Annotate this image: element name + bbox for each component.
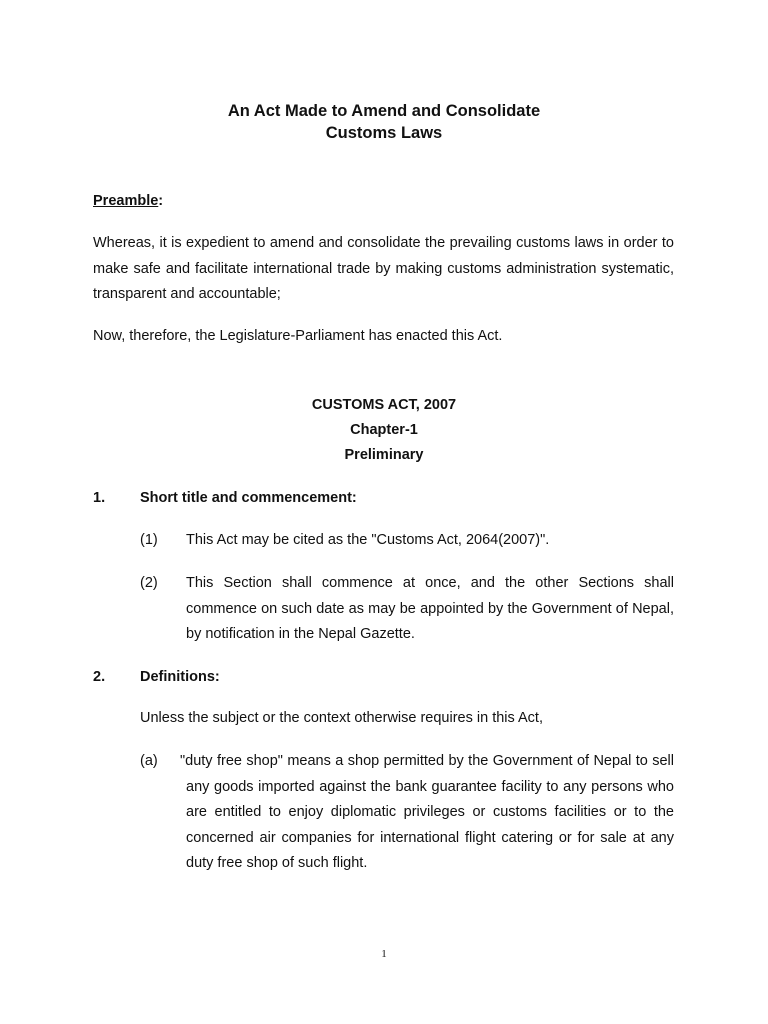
preamble-paragraph-2: Now, therefore, the Legislature-Parliament has enacted this Act. — [93, 328, 503, 344]
section-2-number: 2. — [93, 669, 106, 685]
page-number: 1 — [381, 948, 387, 960]
act-name: CUSTOMS ACT, 2007 — [311, 397, 457, 413]
section-2-item-a-number: (a) — [140, 753, 158, 769]
section-1-sub-2-number: (2) — [140, 575, 158, 591]
chapter-number: Chapter-1 — [350, 422, 418, 438]
section-1-number: 1. — [93, 490, 106, 506]
section-1-sub-1-text: This Act may be cited as the "Customs Act, 2064(2007)". — [186, 532, 550, 548]
section-1-title: Short title and commencement: — [140, 490, 357, 506]
section-2-title: Definitions: — [140, 669, 220, 685]
chapter-title: Preliminary — [344, 447, 424, 463]
section-1-sub-2-text: This Section shall commence at once, and the other Sections shall commence on such date as may be appointed by the Government of Nepal, by notification in the Nepal Gazette. — [186, 575, 674, 642]
title-line-2: Customs Laws — [325, 124, 443, 142]
preamble-heading-colon: : — [158, 193, 164, 209]
preamble-paragraph-1: Whereas, it is expedient to amend and consolidate the prevailing customs laws in order to make safe and facilitate international trade by making customs administration systematic, transparent and accountable; — [93, 235, 674, 302]
preamble-heading — [93, 192, 163, 210]
title-line-1: An Act Made to Amend and Consolidate — [227, 102, 541, 120]
section-2-intro: Unless the subject or the context otherwise requires in this Act, — [140, 710, 543, 726]
preamble-heading-text: Preamble — [93, 193, 159, 209]
section-2-item-a-text: "duty free shop" means a shop permitted by the Government of Nepal to sell any goods imported against the bank guarantee facility to any persons who are entitled to enjoy diplomatic privileges or customs facilities or to the concerned air companies for international flight catering or for sale at any duty free shop of such flight. — [180, 753, 674, 871]
document-title — [0, 100, 768, 144]
section-1-sub-1-number: (1) — [140, 532, 158, 548]
